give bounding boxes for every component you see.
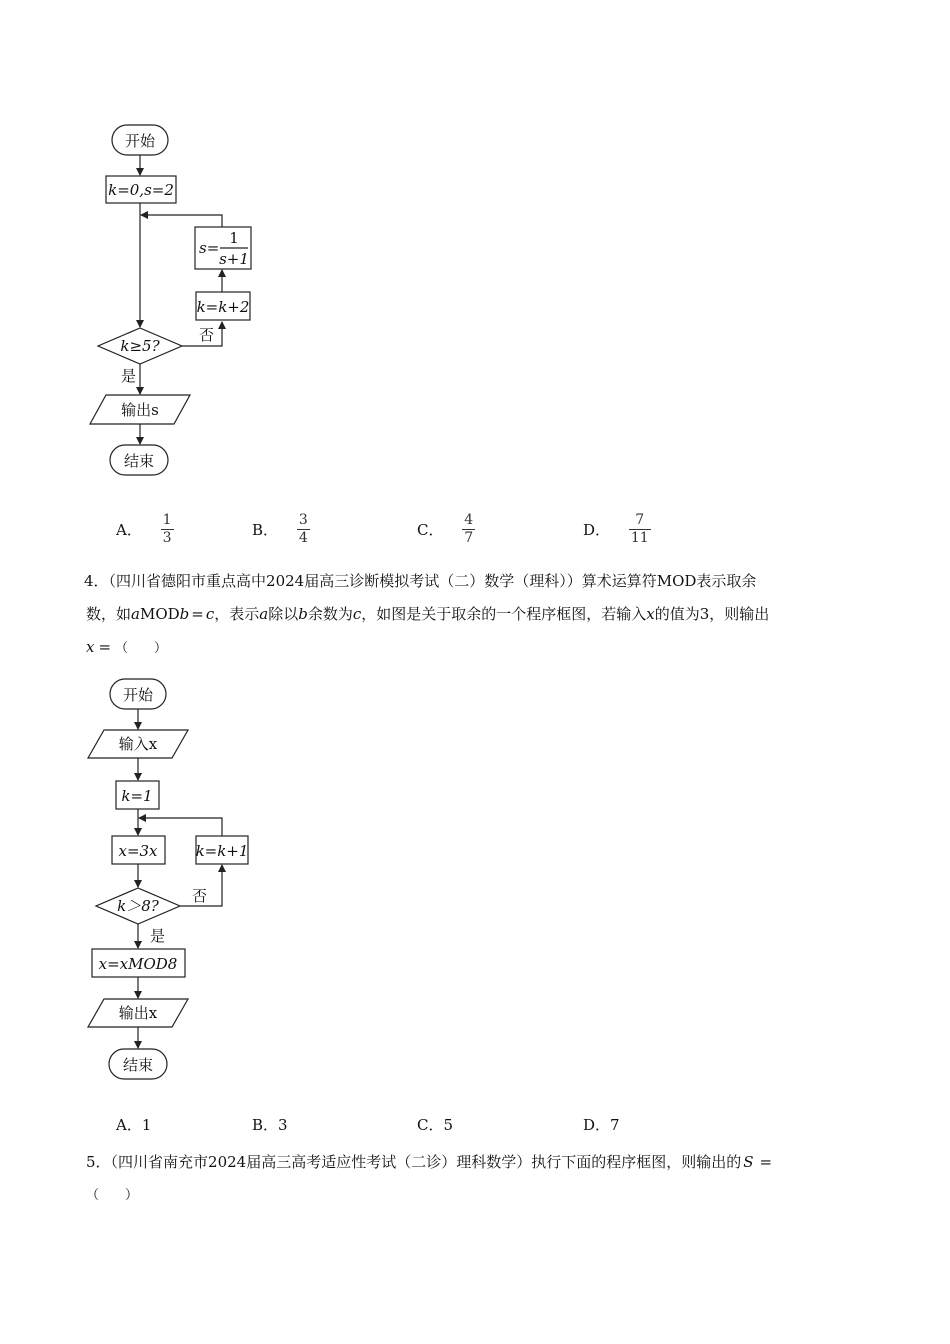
q5-eq: =: [759, 1153, 773, 1171]
q3-option-c: [417, 512, 475, 547]
q4-text-f: 的值为3，则输出: [654, 605, 770, 623]
q3-option-a-label: A．: [116, 520, 142, 539]
flowchart-1: [90, 125, 251, 475]
q4-option-a-label: A．: [116, 1116, 142, 1134]
q3-option-a-denominator: 3: [162, 530, 172, 546]
fc1-yes-label: 是: [121, 367, 137, 385]
fc2-yes-label: 是: [150, 927, 166, 945]
q5-line-1: [86, 1146, 866, 1179]
fc1-output-label: 输出s: [121, 401, 159, 419]
fc1-end-label: 结束: [123, 452, 155, 470]
q3-option-a-fraction: [161, 512, 174, 547]
fc1-update-k-label: k=k+2: [196, 298, 250, 316]
fc2-input-label: 输入x: [118, 735, 158, 753]
q4-option-c-label: C．: [417, 1116, 444, 1134]
fc2-start-label: 开始: [122, 686, 154, 704]
question-5: [86, 1146, 866, 1212]
q4-line-2: [86, 598, 866, 631]
q4-expr-c: c: [205, 605, 215, 623]
q3-option-d-numerator: 7: [629, 512, 651, 530]
q3-option-c-label: C．: [417, 520, 444, 539]
fc2-init-label: k=1: [121, 787, 153, 805]
fc2-arrow-loop-back: [139, 818, 222, 836]
fc1-update-s-lhs: s=: [199, 239, 220, 257]
fc1-start-label: 开始: [124, 132, 156, 150]
q4-option-d-label: D．: [583, 1116, 611, 1134]
q4-text-b: ，表示: [214, 605, 260, 623]
q4-answer-blank: （ ）: [115, 641, 168, 656]
q5-var-s: S: [743, 1153, 754, 1171]
fc2-step-label: x=3x: [118, 842, 158, 860]
fc2-mod-label: x=xMOD8: [98, 955, 178, 973]
flowchart-2: [88, 679, 248, 1079]
q4-text-a: 数，如: [86, 605, 132, 623]
q4-expr-a: a: [131, 605, 140, 623]
q4-var-x: x: [646, 605, 655, 623]
q3-option-b: [252, 512, 310, 547]
q4-line-1: 4．（四川省德阳市重点高中2024届高三诊断模拟考试（二）数学（理科））算术运算符MOD表示取余: [84, 572, 757, 590]
fc1-update-s-num: 1: [229, 229, 239, 247]
q4-expr-b: b: [179, 605, 190, 623]
fc1-update-s-den: s+1: [219, 250, 249, 268]
q4-var-b: b: [298, 605, 308, 623]
q3-option-d: [583, 512, 651, 547]
q4-expr-eq: =: [191, 605, 204, 623]
q4-answer-eq: =: [98, 638, 112, 656]
q3-option-d-fraction: [629, 512, 651, 547]
q3-option-d-label: D．: [583, 520, 611, 539]
fc2-end-label: 结束: [122, 1056, 154, 1074]
fc2-output-label: 输出x: [118, 1004, 158, 1022]
q4-option-c-value: 5: [443, 1116, 454, 1134]
q4-var-a: a: [259, 605, 269, 623]
q4-expr-mod: MOD: [139, 605, 180, 623]
q3-option-a-numerator: 1: [162, 512, 172, 528]
fc2-no-label: 否: [192, 887, 208, 905]
q4-option-b: [252, 1115, 288, 1135]
fc1-no-label: 否: [199, 326, 215, 344]
q3-option-b-fraction: [297, 512, 310, 547]
q3-option-c-denominator: 7: [464, 530, 474, 546]
q5-text: 5．（四川省南充市2024届高三高考适应性考试（二诊）理科数学）执行下面的程序框图，则输出的: [86, 1153, 742, 1171]
q4-option-b-label: B．: [252, 1116, 279, 1134]
q3-option-b-denominator: 4: [298, 530, 308, 546]
fc1-condition-label: k≥5?: [120, 337, 160, 355]
q3-option-d-denominator: 11: [630, 530, 649, 546]
q5-line-2: （ ）: [86, 1188, 139, 1203]
q4-option-d: [583, 1115, 620, 1135]
q4-option-c: [417, 1115, 453, 1135]
fc1-arrow-loop-back: [141, 215, 222, 227]
question-4: [86, 565, 866, 665]
q4-var-c: c: [352, 605, 362, 623]
q4-text-c: 除以: [268, 605, 299, 623]
q4-text-e: ，如图是关于取余的一个程序框图，若输入: [361, 605, 647, 623]
q3-option-b-numerator: 3: [298, 512, 308, 528]
q3-option-c-numerator: 4: [464, 512, 474, 528]
q4-answer-var: x: [86, 638, 95, 656]
q4-option-b-value: 3: [278, 1116, 288, 1134]
q4-text-d: 余数为: [307, 605, 353, 623]
q4-option-d-value: 7: [610, 1116, 620, 1134]
fc2-update-k-label: k=k+1: [195, 842, 249, 860]
fc2-condition-label: k＞8?: [117, 897, 159, 915]
fc1-init-label: k=0,s=2: [108, 181, 174, 199]
q4-option-a-value: 1: [141, 1116, 152, 1134]
q3-option-a: [116, 512, 174, 547]
q4-option-a: [116, 1115, 151, 1135]
q3-option-b-label: B．: [252, 520, 279, 539]
q3-option-c-fraction: [462, 512, 475, 547]
q4-line-3: [86, 631, 866, 665]
